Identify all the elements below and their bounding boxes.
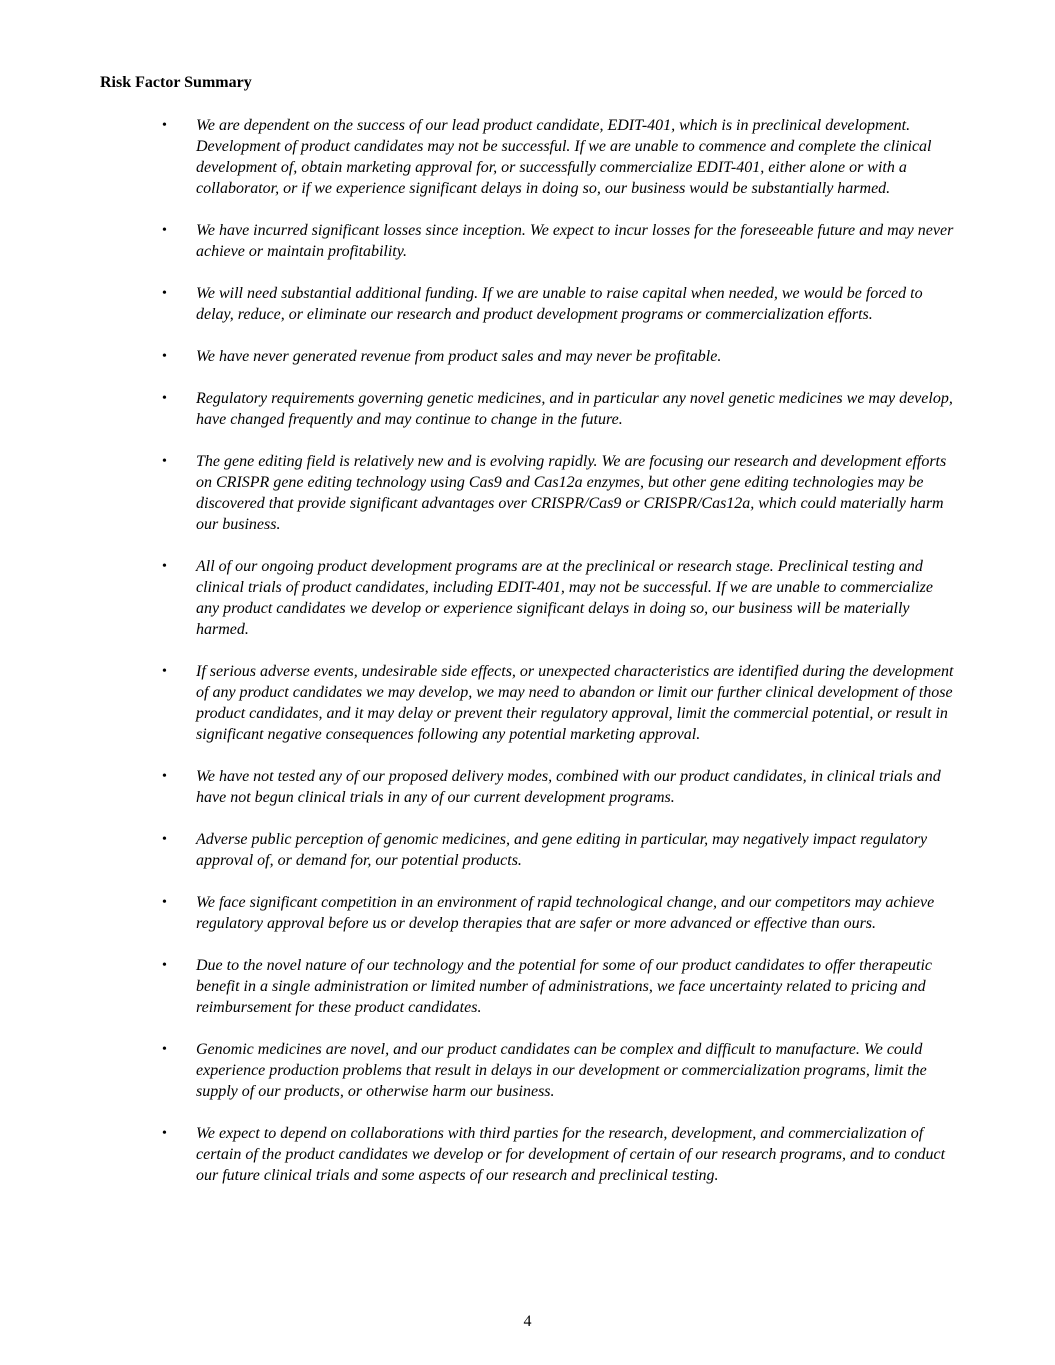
bullet-text: We have not tested any of our proposed delivery modes, combined with our product candidates, in clinical trials and have not begun clinical trials in any of our current development programs. [196, 768, 941, 806]
bullet-text: Regulatory requirements governing genetic medicines, and in particular any novel genetic medicines we may develop, have changed frequently and may continue to change in the future. [196, 390, 953, 428]
bullet-icon: • [162, 895, 167, 910]
list-item [100, 283, 955, 325]
list-item [100, 220, 955, 262]
bullet-text: We are dependent on the success of our lead product candidate, EDIT-401, which is in preclinical development. Development of product candidates may not be successful. If we are unable to commence and complete the clinical development of, obtain marketing approval for, or successfully commercialize EDIT-401, either alone or with a collaborator, or if we experience significant delays in doing so, our business would be substantially harmed. [196, 117, 932, 197]
bullet-text: All of our ongoing product development programs are at the preclinical or research stage. Preclinical testing and clinical trials of product candidates, including EDIT-401, may not be successful. If we are unable to commercialize any product candidates we develop or experience significant delays in doing so, our business will be materially harmed. [196, 558, 933, 638]
page-content [100, 72, 955, 1186]
list-item [100, 955, 955, 1018]
bullet-icon: • [162, 118, 167, 133]
list-item [100, 346, 955, 367]
list-item [100, 766, 955, 808]
bullet-text: We have incurred significant losses since inception. We expect to incur losses for the foreseeable future and may never achieve or maintain profitability. [196, 222, 954, 260]
section-heading: Risk Factor Summary [100, 74, 252, 91]
bullet-text: The gene editing field is relatively new and is evolving rapidly. We are focusing our research and development efforts on CRISPR gene editing technology using Cas9 and Cas12a enzymes, but other gene editing technologies may be discovered that provide significant advantages over CRISPR/Cas9 or CRISPR/Cas12a, which could materially harm our business. [196, 453, 947, 533]
risk-factor-list [100, 115, 955, 1186]
list-item [100, 892, 955, 934]
bullet-icon: • [162, 1126, 167, 1141]
bullet-icon: • [162, 559, 167, 574]
bullet-text: Due to the novel nature of our technology and the potential for some of our product candidates to offer therapeutic benefit in a single administration or limited number of administrations, we face uncertainty related to pricing and reimbursement for these product candidates. [196, 957, 933, 1016]
bullet-text: We face significant competition in an environment of rapid technological change, and our competitors may achieve regulatory approval before us or develop therapies that are safer or more advanced or effective than ours. [196, 894, 935, 932]
bullet-icon: • [162, 958, 167, 973]
list-item [100, 556, 955, 640]
bullet-text: If serious adverse events, undesirable side effects, or unexpected characteristics are identified during the development of any product candidates we may develop, we may need to abandon or limit our further clinical development of those product candidates, and it may delay or prevent their regulatory approval, limit the commercial potential, or result in significant negative consequences following any potential marketing approval. [196, 663, 954, 743]
bullet-icon: • [162, 391, 167, 406]
list-item [100, 451, 955, 535]
list-item [100, 1039, 955, 1102]
list-item [100, 115, 955, 199]
bullet-text: Genomic medicines are novel, and our product candidates can be complex and difficult to manufacture. We could experience production problems that result in delays in our development or commercialization programs, limit the supply of our products, or otherwise harm our business. [196, 1041, 927, 1100]
bullet-icon: • [162, 664, 167, 679]
bullet-text: Adverse public perception of genomic medicines, and gene editing in particular, may negatively impact regulatory approval of, or demand for, our potential products. [196, 831, 928, 869]
list-item [100, 661, 955, 745]
bullet-icon: • [162, 454, 167, 469]
list-item [100, 829, 955, 871]
bullet-icon: • [162, 223, 167, 238]
bullet-text: We have never generated revenue from product sales and may never be profitable. [196, 348, 722, 365]
bullet-icon: • [162, 1042, 167, 1057]
list-item [100, 388, 955, 430]
bullet-text: We will need substantial additional funding. If we are unable to raise capital when needed, we would be forced to delay, reduce, or eliminate our research and product development programs or commercialization efforts. [196, 285, 923, 323]
bullet-icon: • [162, 349, 167, 364]
list-item [100, 1123, 955, 1186]
page-number: 4 [523, 1313, 532, 1330]
bullet-icon: • [162, 832, 167, 847]
bullet-icon: • [162, 769, 167, 784]
bullet-text: We expect to depend on collaborations with third parties for the research, development, and commercialization of certain of the product candidates we develop or for development of certain of our research programs, and to conduct our future clinical trials and some aspects of our research and preclinical testing. [196, 1125, 946, 1184]
bullet-icon: • [162, 286, 167, 301]
